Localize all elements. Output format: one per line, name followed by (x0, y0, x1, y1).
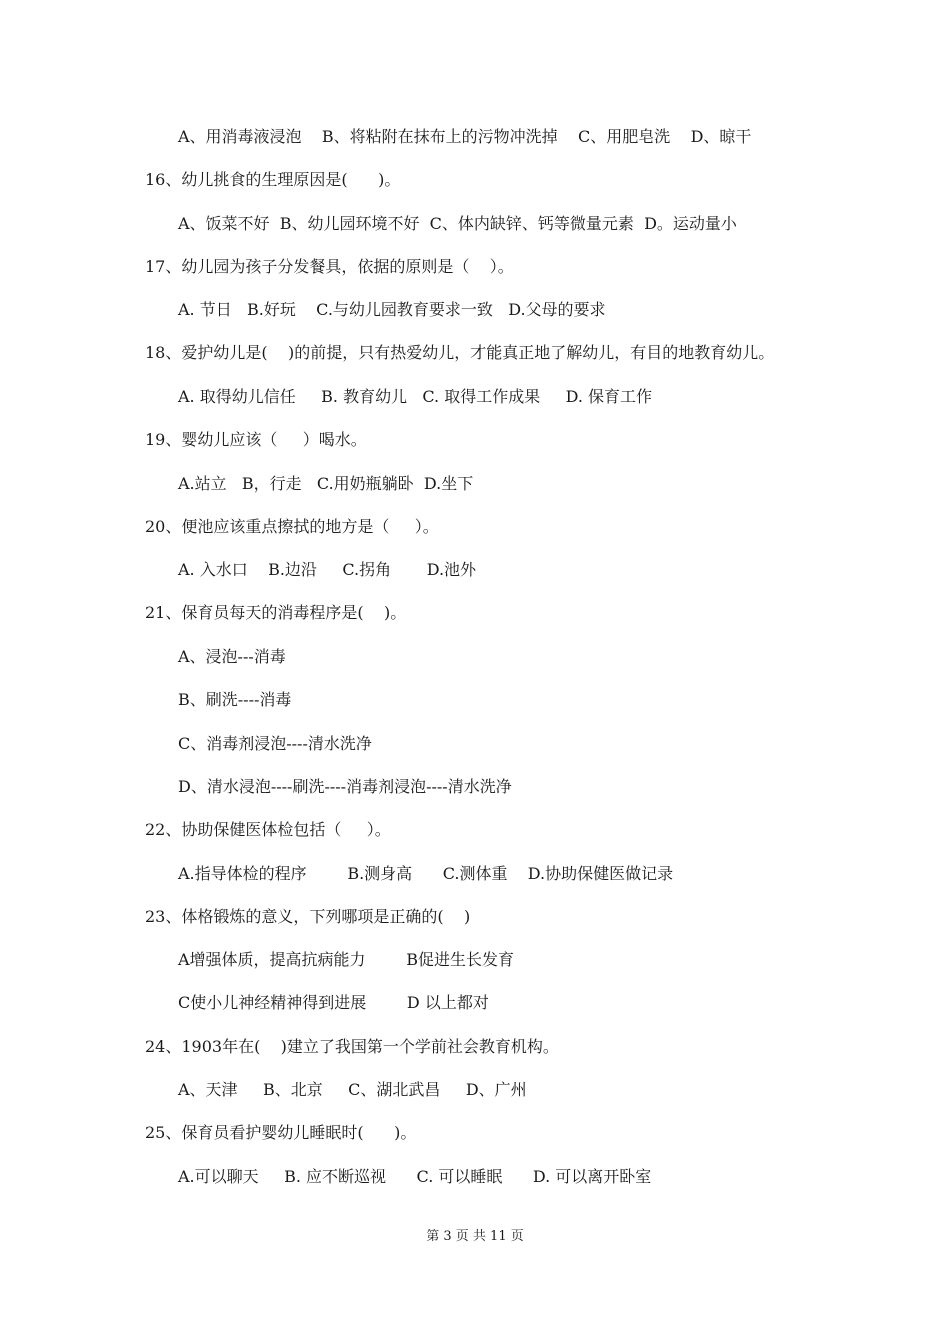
q21-option-a: A、浸泡---消毒 (178, 647, 286, 666)
q21-option-d: D、清水浸泡----刷洗----消毒剂浸泡----清水洗净 (178, 777, 512, 796)
q23-options-ab: A增强体质，提高抗病能力 B促进生长发育 (178, 950, 515, 969)
q25-options: A.可以聊天 B. 应不断巡视 C. 可以睡眠 D. 可以离开卧室 (178, 1167, 652, 1186)
page-footer: 第 3 页 共 11 页 (426, 1229, 524, 1244)
q22-options: A.指导体检的程序 B.测身高 C.测体重 D.协助保健医做记录 (178, 864, 674, 883)
q21-option-b: B、刷洗----消毒 (178, 690, 292, 709)
question-25: 25、保育员看护婴幼儿睡眠时( )。 (145, 1123, 417, 1142)
question-21: 21、保育员每天的消毒程序是( )。 (145, 603, 407, 622)
q20-options: A. 入水口 B.边沿 C.拐角 D.池外 (178, 560, 477, 579)
question-19: 19、婴幼儿应该（ ）喝水。 (145, 430, 367, 449)
q21-option-c: C、消毒剂浸泡----清水洗净 (178, 734, 372, 753)
q18-options: A. 取得幼儿信任 B. 教育幼儿 C. 取得工作成果 D. 保育工作 (178, 387, 653, 406)
question-23: 23、体格锻炼的意义，下列哪项是正确的( ) (145, 907, 471, 926)
question-20: 20、便池应该重点擦拭的地方是（ ）。 (145, 517, 439, 536)
question-17: 17、幼儿园为孩子分发餐具，依据的原则是（ ）。 (145, 257, 514, 276)
q23-options-cd: C使小儿神经精神得到进展 D 以上都对 (178, 993, 489, 1012)
q24-options: A、天津 B、北京 C、湖北武昌 D、广州 (178, 1080, 527, 1099)
question-18: 18、爱护幼儿是( )的前提，只有热爱幼儿，才能真正地了解幼儿，有目的地教育幼儿。 (145, 343, 775, 362)
q15-options: A、用消毒液浸泡 B、将粘附在抹布上的污物冲洗掉 C、用肥皂洗 D、晾干 (178, 127, 752, 146)
question-22: 22、协助保健医体检包括（ ）。 (145, 820, 391, 839)
q17-options: A. 节日 B.好玩 C.与幼儿园教育要求一致 D.父母的要求 (178, 300, 606, 319)
question-24: 24、1903年在( )建立了我国第一个学前社会教育机构。 (145, 1037, 559, 1056)
question-16: 16、幼儿挑食的生理原因是( )。 (145, 170, 401, 189)
q16-options: A、饭菜不好 B、幼儿园环境不好 C、体内缺锌、钙等微量元素 D。运动量小 (178, 214, 737, 233)
q19-options: A.站立 B，行走 C.用奶瓶躺卧 D.坐下 (178, 474, 474, 493)
